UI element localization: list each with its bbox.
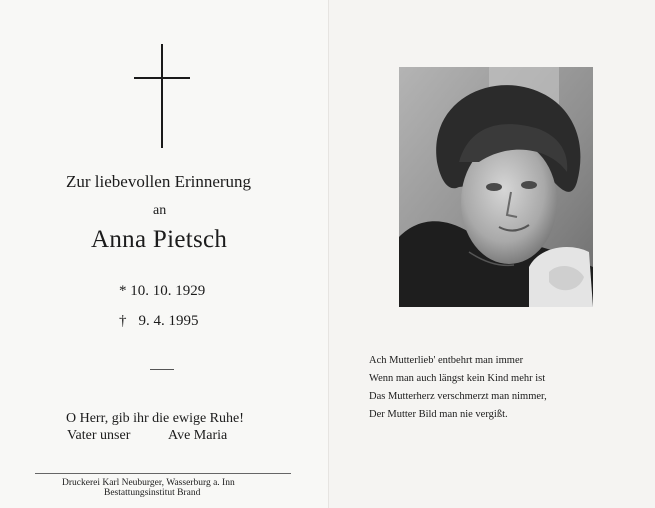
poem-line: Das Mutterherz verschmerzt man nimmer,	[369, 391, 547, 402]
portrait-image	[399, 67, 593, 307]
small-divider	[150, 369, 174, 370]
vater-unser-text: Vater unser	[67, 428, 131, 443]
portrait-photo	[399, 67, 593, 307]
poem-block	[369, 352, 547, 424]
prayer-text: O Herr, gib ihr die ewige Ruhe!	[66, 411, 244, 426]
funeral-home-credit: Bestattungsinstitut Brand	[104, 488, 201, 498]
death-date: 9. 4. 1995	[138, 313, 199, 329]
dagger-symbol: †	[119, 313, 127, 329]
poem-line: Wenn man auch längst kein Kind mehr ist	[369, 373, 546, 384]
ave-maria-text: Ave Maria	[168, 428, 228, 443]
poem-line: Der Mutter Bild man nie vergißt.	[369, 409, 508, 420]
footer-divider	[35, 473, 291, 474]
printer-credit: Druckerei Karl Neuburger, Wasserburg a. Inn	[62, 478, 235, 488]
cross-icon	[134, 44, 190, 148]
dedication-text: Zur liebevollen Erinnerung	[66, 172, 252, 191]
death-line	[119, 313, 199, 330]
birth-date: * 10. 10. 1929	[119, 283, 206, 299]
poem-line: Ach Mutterlieb' entbehrt man immer	[369, 355, 524, 366]
deceased-name: Anna Pietsch	[91, 226, 228, 253]
an-text: an	[153, 203, 167, 218]
